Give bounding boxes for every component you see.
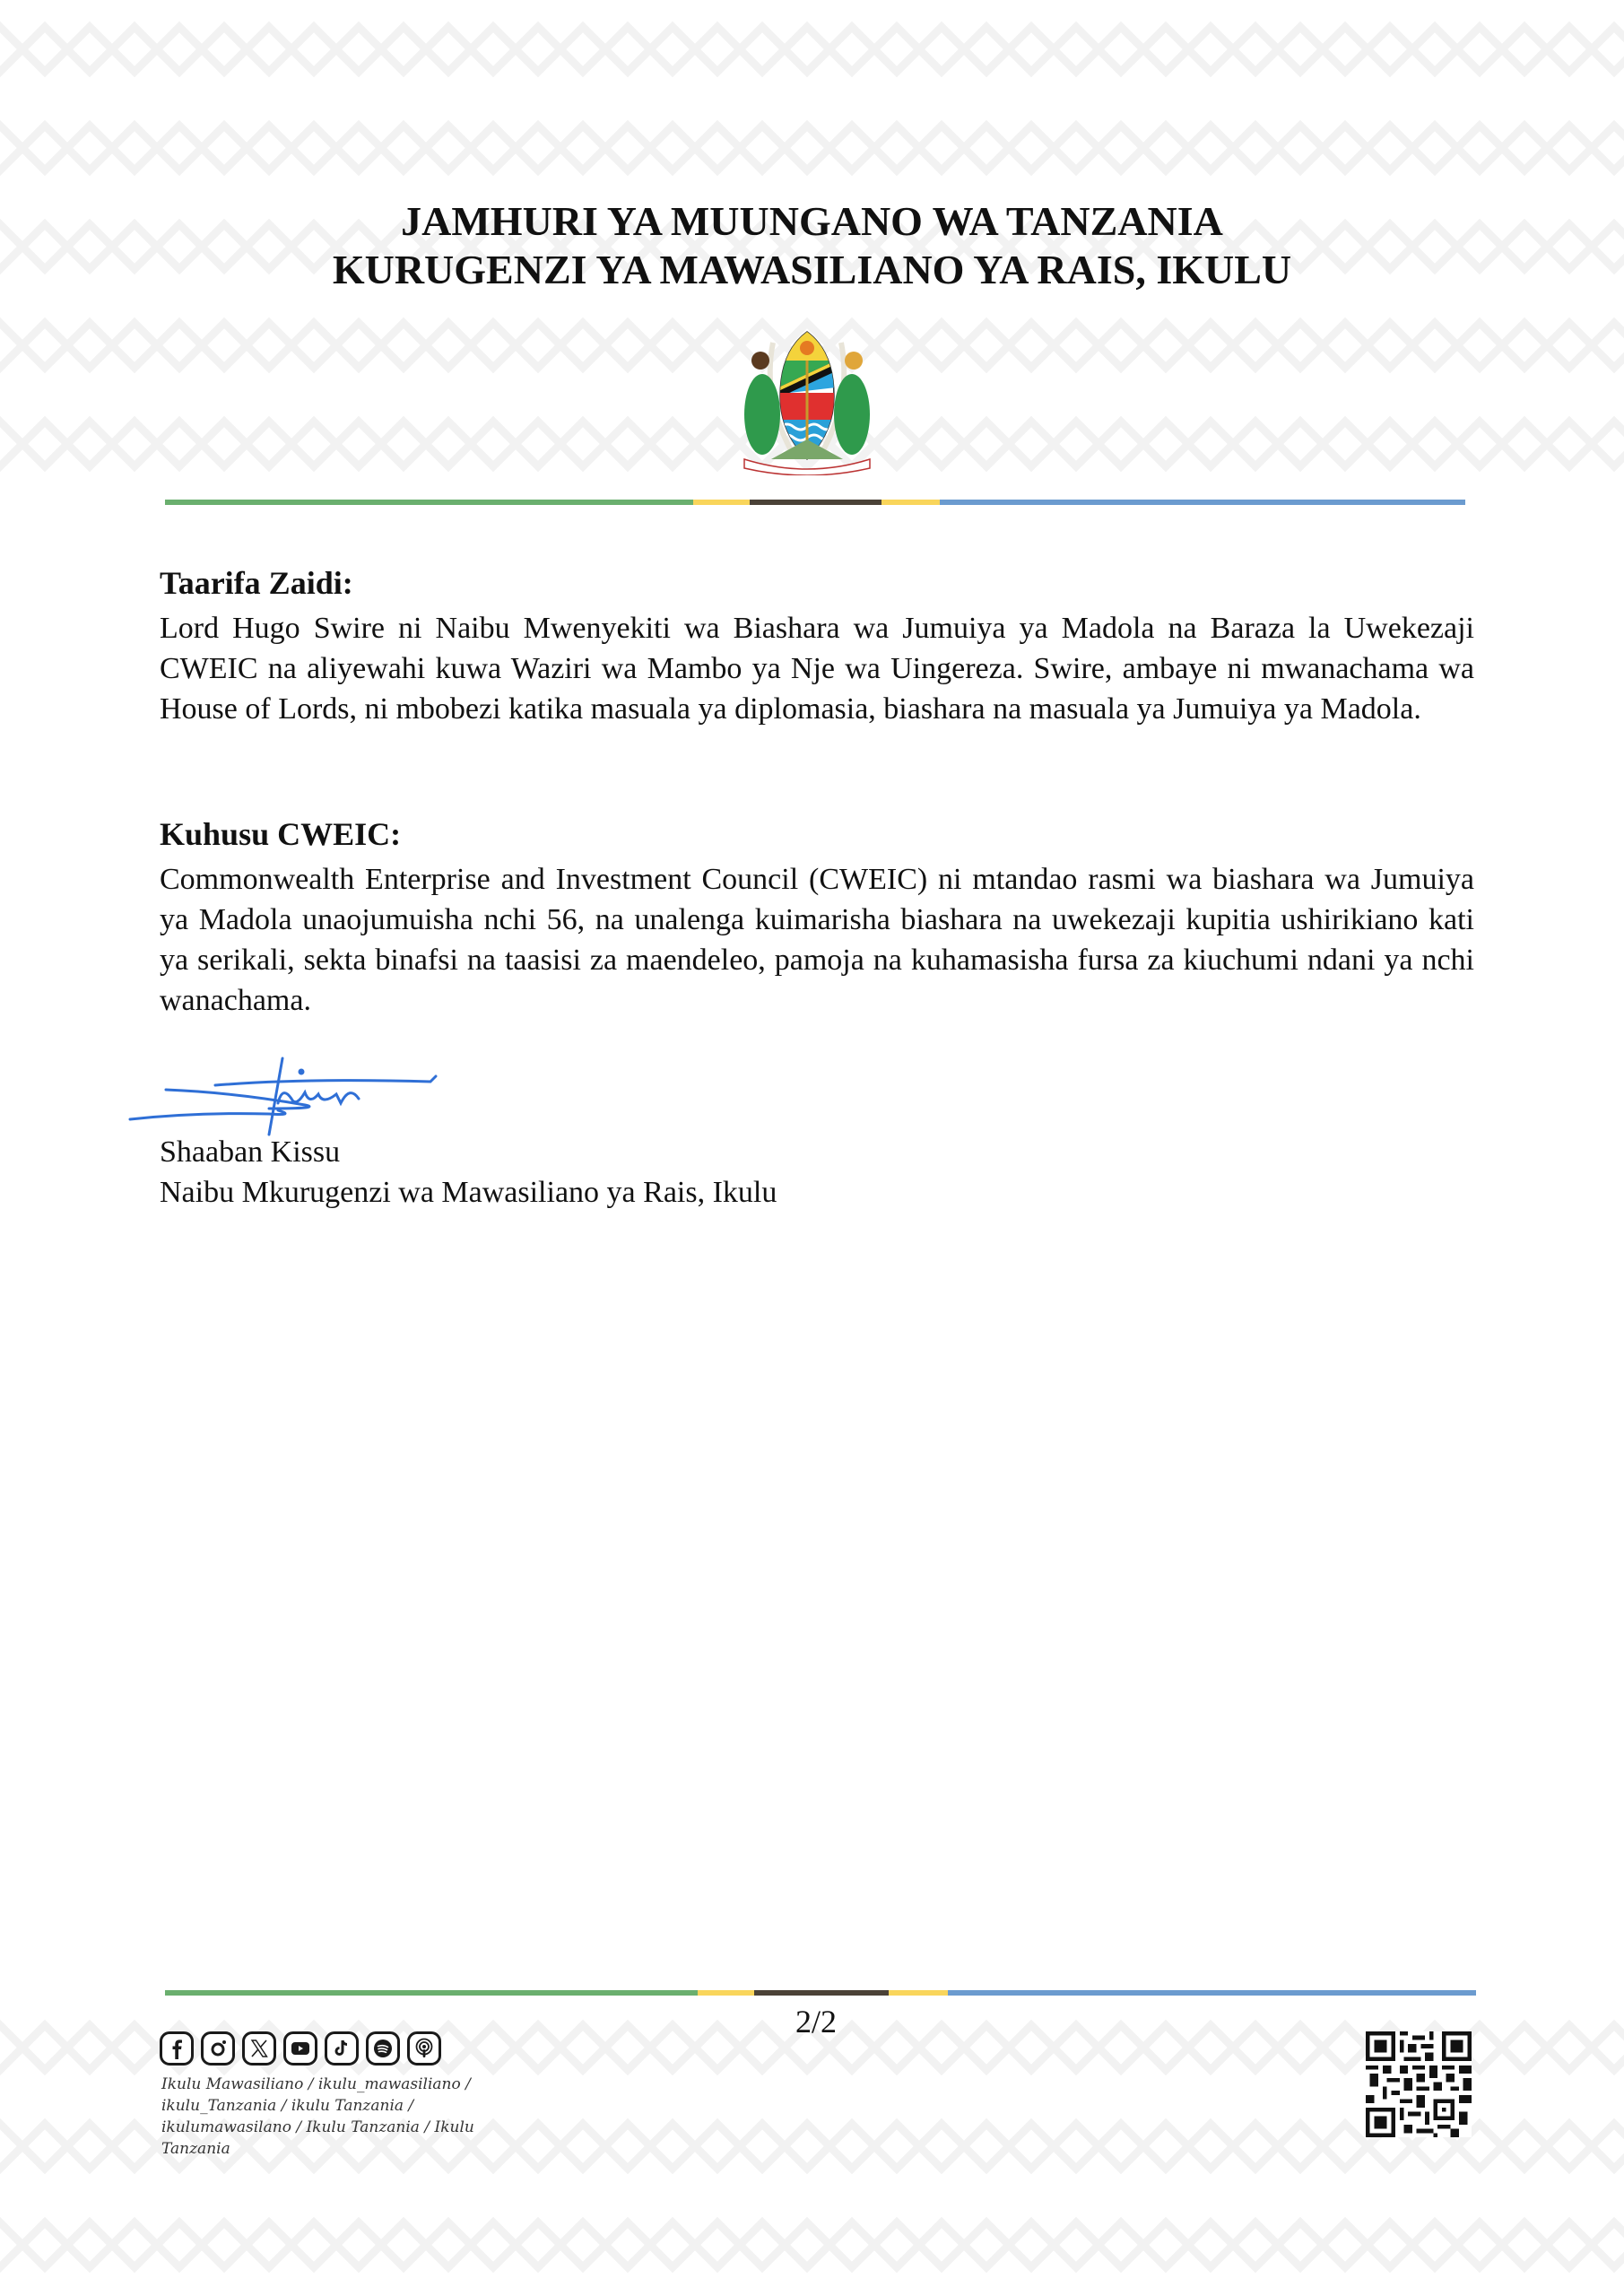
signatory-name: Shaaban Kissu	[160, 1135, 341, 1169]
podcasts-icon[interactable]	[407, 2031, 441, 2066]
divider-green-segment	[165, 1990, 698, 1996]
section-body: Lord Hugo Swire ni Naibu Mwenyekiti wa Biashara wa Jumuiya ya Madola na Baraza la Uwekezaji CWEIC na aliyewahi kuwa Waziri wa Mambo ya Nje wa Uingereza. Swire, ambaye ni mwanachama wa House of Lords, ni mbobezi katika masuala ya diplomasia, biashara na masuala ya Jumuiya ya Madola.	[160, 612, 1474, 726]
divider-dark-segment	[750, 500, 881, 505]
divider-blue-segment	[948, 1990, 1476, 1996]
facebook-icon[interactable]	[160, 2031, 194, 2066]
qr-code-icon[interactable]	[1366, 2031, 1472, 2137]
header-title-line1: JAMHURI YA MUUNGANO WA TANZANIA	[401, 198, 1223, 244]
footer-divider-bar	[165, 1990, 1476, 1996]
section-kuhusu-cweic	[160, 814, 1474, 1021]
x-icon[interactable]	[242, 2031, 276, 2066]
divider-dark-segment	[754, 1990, 889, 1996]
header-title-line2: KURUGENZI YA MAWASILIANO YA RAIS, IKULU	[332, 247, 1292, 292]
divider-green-segment	[165, 500, 693, 505]
tiktok-icon[interactable]	[325, 2031, 359, 2066]
coat-of-arms-icon	[708, 325, 906, 475]
section-heading: Kuhusu CWEIC:	[160, 816, 402, 852]
spotify-icon[interactable]	[366, 2031, 400, 2066]
divider-yellow-segment	[693, 500, 750, 505]
youtube-icon[interactable]	[283, 2031, 317, 2066]
signatory-block	[160, 1132, 777, 1213]
header-divider-bar	[165, 500, 1465, 505]
handles-line: Ikulu Mawasiliano / ikulu_mawasiliano /	[161, 2075, 471, 2093]
instagram-icon[interactable]	[201, 2031, 235, 2066]
handles-line: ikulumawasilano / Ikulu Tanzania / Ikulu Tanzania	[161, 2118, 474, 2158]
social-handles	[161, 2074, 538, 2160]
divider-yellow-segment	[881, 500, 940, 505]
divider-yellow-segment	[889, 1990, 948, 1996]
signatory-title: Naibu Mkurugenzi wa Mawasiliano ya Rais, Ikulu	[160, 1176, 777, 1209]
section-taarifa-zaidi	[160, 563, 1474, 729]
social-icons-row	[160, 2031, 441, 2066]
section-heading: Taarifa Zaidi:	[160, 565, 353, 601]
divider-blue-segment	[940, 500, 1465, 505]
handles-line: ikulu_Tanzania / ikulu Tanzania /	[161, 2097, 414, 2115]
divider-yellow-segment	[698, 1990, 754, 1996]
section-body: Commonwealth Enterprise and Investment Council (CWEIC) ni mtandao rasmi wa biashara wa Jumuiya ya Madola unaojumuisha nchi 56, na unalenga kuimarisha biashara na uwekezaji kupitia ushirikiano kati ya serikali, sekta binafsi na taasisi za maendeleo, pamoja na kuhamasisha fursa za kiuchumi ndani ya nchi wanachama.	[160, 863, 1474, 1017]
page-number: 2/2	[795, 2004, 837, 2039]
